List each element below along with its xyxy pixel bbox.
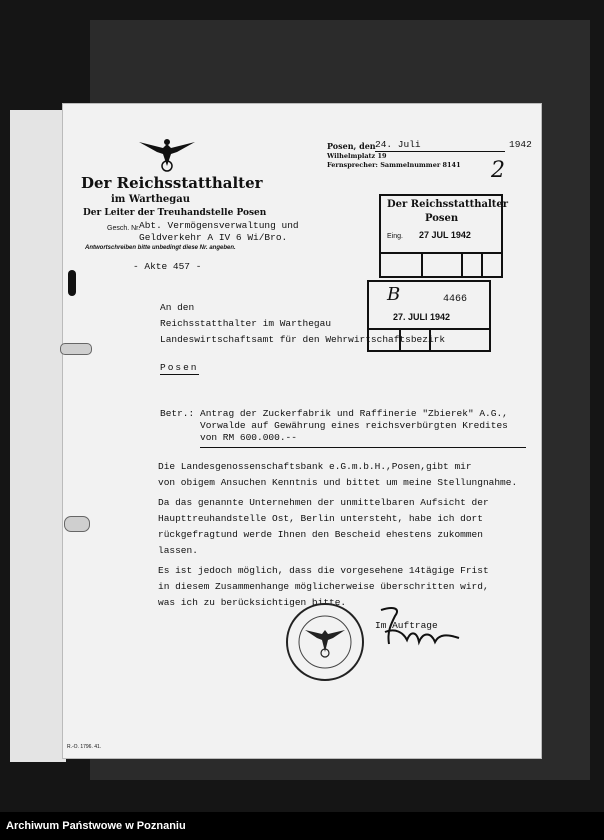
received-stamp-city: Posen <box>425 213 459 224</box>
eagle-emblem-icon <box>137 136 197 172</box>
registry-stamp-number: 4466 <box>443 294 468 305</box>
folded-edge <box>10 110 66 762</box>
office-address: Wilhelmplatz 19 <box>327 152 387 160</box>
letter-year: 1942 <box>509 139 532 150</box>
subject-line-3: von RM 600.000.-- <box>200 432 297 443</box>
stamp-divider <box>421 252 423 276</box>
body-line: Haupttreuhandstelle Ost, Berlin untersteht, habe ich dort <box>158 513 483 524</box>
official-seal-icon <box>283 600 367 684</box>
received-stamp <box>379 194 509 278</box>
office-phone: Fernsprecher: Sammelnummer 8141 <box>327 161 461 169</box>
body-line: lassen. <box>158 545 198 556</box>
subject-underline <box>200 447 526 448</box>
stamp-divider <box>461 252 463 276</box>
recipient-city: Posen <box>160 362 199 373</box>
body-line: was ich zu berücksichtigen bitte. <box>158 597 347 608</box>
form-code: R.-O. 1796. 41. <box>67 744 102 750</box>
letter-date: 24. Juli <box>375 139 505 152</box>
recipient-line-2: Reichsstatthalter im Warthegau <box>160 318 332 329</box>
authority-region: im Warthegau <box>111 194 190 205</box>
registry-stamp-letter: B <box>387 284 401 305</box>
stamp-divider <box>481 252 483 276</box>
archive-caption: Archiwum Państwowe w Poznaniu <box>6 820 186 832</box>
received-stamp-title: Der Reichsstatthalter <box>387 199 509 210</box>
body-line: von obigem Ansuchen Kenntnis und bittet um meine Stellungnahme. <box>158 477 518 488</box>
binding-clip <box>64 516 90 532</box>
recipient-line-3: Landeswirtschaftsamt für den Wehrwirtschaftsbezirk <box>160 334 446 345</box>
registry-stamp-date: 27. JULI 1942 <box>393 312 451 322</box>
gesch-line-1: Abt. Vermögensverwaltung und <box>139 220 299 231</box>
binding-clip <box>60 343 92 355</box>
body-line: in diesem Zusammenhange möglicherweise überschritten wird, <box>158 581 489 592</box>
date-place-prefix: Posen, den <box>327 141 376 151</box>
subject-line-1: Antrag der Zuckerfabrik und Raffinerie "Zbierek" A.G., <box>200 408 508 419</box>
letter-page <box>63 104 541 758</box>
body-line: rückgefragtund werde Ihnen den Bescheid ehestens zukommen <box>158 529 483 540</box>
reply-note: Antwortschreiben bitte unbedingt diese Nr. angeben. <box>85 245 236 251</box>
body-line: Da das genannte Unternehmen der unmittelbaren Aufsicht der <box>158 497 489 508</box>
body-line: Es ist jedoch möglich, dass die vorgesehene 14tägige Frist <box>158 565 489 576</box>
subject-label: Betr.: <box>160 408 195 419</box>
authority-title: Der Reichsstatthalter <box>81 174 263 192</box>
received-stamp-date: 27 JUL 1942 <box>419 230 471 240</box>
authority-office: Der Leiter der Treuhandstelle Posen <box>83 208 267 218</box>
punch-hole <box>68 270 76 296</box>
body-line: Die Landesgenossenschaftsbank e.G.m.b.H.,Posen,gibt mir <box>158 461 472 472</box>
page-number-handwritten: 2 <box>491 158 505 183</box>
im-auftrage: Im Auftrage <box>375 620 438 631</box>
gesch-line-2: Geldverkehr A IV 6 Wi/Bro. <box>139 232 288 243</box>
recipient-line-1: An den <box>160 302 195 313</box>
file-reference: - Akte 457 - <box>133 261 202 272</box>
received-stamp-eing-label: Eing. <box>387 233 403 240</box>
stamp-divider <box>381 252 501 254</box>
archive-footer <box>0 812 604 840</box>
handwritten-signature <box>373 602 463 652</box>
subject-line-2: Vorwalde auf Gewährung eines reichsverbürgten Kredites <box>200 420 508 431</box>
gesch-label: Gesch. Nr. <box>107 225 141 232</box>
